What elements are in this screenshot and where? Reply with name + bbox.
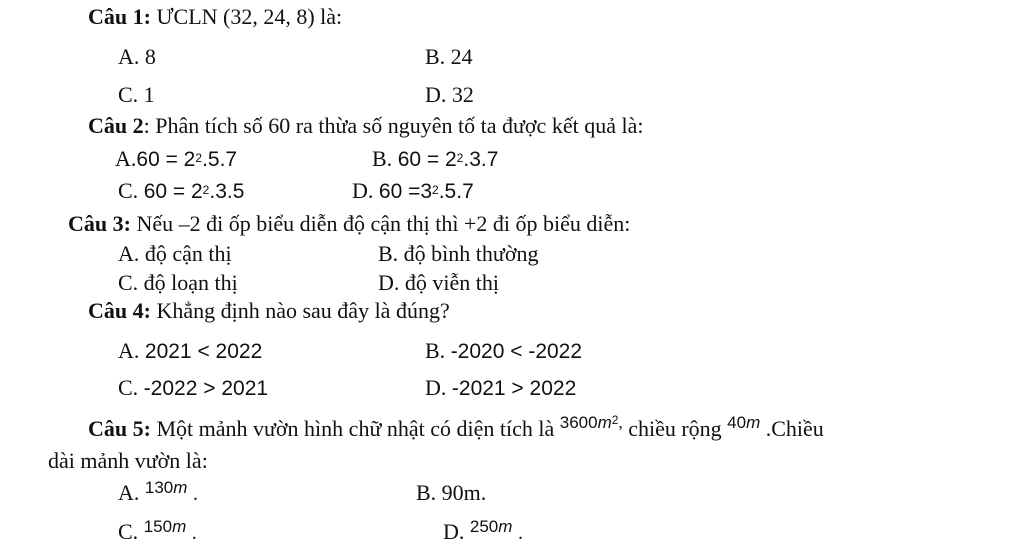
q5-option-d-num: 250 <box>469 517 499 536</box>
q4-option-d-prefix: D. <box>425 375 447 400</box>
q2-option-c[interactable] <box>118 180 244 202</box>
q2-option-d-prefix: D. <box>352 178 374 203</box>
question-3-label: Câu 3: <box>68 211 131 236</box>
q2-option-d[interactable] <box>352 180 474 202</box>
q5-area-value <box>560 408 623 433</box>
q5-option-a-unit: m <box>173 478 188 497</box>
q5-width-num: 40 <box>727 413 747 432</box>
q5-option-c-unit: m <box>172 517 187 536</box>
q4-option-a[interactable] <box>118 340 262 362</box>
question-2-text: : Phân tích số 60 ra thừa số nguyên tố ta được kết quả là: <box>143 113 644 138</box>
q5-tail-text: .Chiều <box>765 416 824 441</box>
q1-option-c[interactable]: C. 1 <box>118 82 155 107</box>
q4-option-c-expr: -2022 > 2021 <box>143 377 269 400</box>
question-5-label: Câu 5: <box>88 416 151 441</box>
question-2 <box>88 115 643 137</box>
q5-area-unit: m <box>597 413 612 432</box>
q2-option-d-exp: 2 <box>432 183 439 197</box>
q2-option-b-prefix: B. <box>372 146 393 171</box>
q5-option-d-prefix: D. <box>443 519 465 544</box>
q4-option-a-expr: 2021 < 2022 <box>144 340 263 363</box>
q2-option-b-rhs: .3.7 <box>463 148 499 171</box>
question-1-text: ƯCLN (32, 24, 8) là: <box>150 4 343 29</box>
q2-option-b-lhs: 60 = 2 <box>397 148 457 171</box>
q5-option-a-prefix: A. <box>118 480 140 505</box>
q4-option-b-prefix: B. <box>425 338 446 363</box>
question-3 <box>68 213 630 235</box>
q4-option-c[interactable] <box>118 377 268 399</box>
question-5 <box>88 413 824 441</box>
q4-option-d-expr: -2021 > 2022 <box>451 377 577 400</box>
q5-option-c-num: 150 <box>143 517 173 536</box>
q2-option-a-prefix: A. <box>115 146 137 171</box>
q5-option-b[interactable]: B. 90m. <box>416 480 487 505</box>
q2-option-d-lhs: 60 =3 <box>378 180 433 203</box>
question-4-text: Khẳng định nào sau đây là đúng? <box>150 298 450 323</box>
q5-area-num: 3600 <box>559 413 598 432</box>
q5-option-d[interactable] <box>443 517 523 544</box>
q1-option-d[interactable]: D. 32 <box>425 82 474 107</box>
q5-option-d-period: . <box>517 522 523 544</box>
q2-option-b-exp: 2 <box>456 151 464 165</box>
q3-option-c[interactable]: C. độ loạn thị <box>118 270 238 295</box>
q2-option-a-exp: 2 <box>195 151 203 165</box>
question-4 <box>88 300 450 322</box>
q5-option-c-period: . <box>191 522 197 544</box>
q5-area-exp: 2 <box>611 413 619 427</box>
question-4-label: Câu 4: <box>88 298 151 323</box>
q2-option-a[interactable] <box>115 148 237 170</box>
q2-option-b[interactable] <box>372 148 498 170</box>
q3-option-b[interactable]: B. độ bình thường <box>378 241 539 266</box>
q5-option-a-period: . <box>192 483 198 505</box>
q2-option-c-rhs: .3.5 <box>209 180 245 203</box>
q5-mid-text: chiều rộng <box>628 416 722 441</box>
q4-option-c-prefix: C. <box>118 375 139 400</box>
q4-option-b-expr: -2020 < -2022 <box>450 340 583 363</box>
q4-option-b[interactable] <box>425 340 582 362</box>
q4-option-d[interactable] <box>425 377 576 399</box>
question-2-label: Câu 2 <box>88 113 144 138</box>
q3-option-d[interactable]: D. độ viễn thị <box>378 270 499 295</box>
q1-option-a[interactable]: A. 8 <box>118 44 156 69</box>
q5-option-a[interactable] <box>118 478 198 505</box>
q5-width-value <box>727 408 760 433</box>
question-1-label: Câu 1: <box>88 4 151 29</box>
q3-option-a[interactable]: A. độ cận thị <box>118 241 232 266</box>
q2-option-c-lhs: 60 = 2 <box>143 180 203 203</box>
q1-option-b[interactable]: B. 24 <box>425 44 473 69</box>
q2-option-a-lhs: 60 = 2 <box>136 148 196 171</box>
q2-option-a-rhs: .5.7 <box>202 148 238 171</box>
question-3-text: Nếu –2 đi ốp biểu diễn độ cận thị thì +2 đi ốp biểu diễn: <box>130 211 631 236</box>
q5-option-d-unit: m <box>498 517 513 536</box>
q2-option-c-exp: 2 <box>202 183 210 197</box>
q5-option-c[interactable] <box>118 517 197 544</box>
q2-option-d-rhs: .5.7 <box>438 180 474 203</box>
question-5-line-2: dài mảnh vườn là: <box>48 448 208 473</box>
q4-option-a-prefix: A. <box>118 338 140 363</box>
q5-area-sep: , <box>618 413 623 432</box>
q5-option-c-prefix: C. <box>118 519 139 544</box>
q5-width-unit: m <box>746 413 761 432</box>
q2-option-c-prefix: C. <box>118 178 139 203</box>
question-1 <box>88 6 342 28</box>
q5-option-a-num: 130 <box>144 478 174 497</box>
question-5-text: Một mảnh vườn hình chữ nhật có diện tích là <box>150 416 555 441</box>
